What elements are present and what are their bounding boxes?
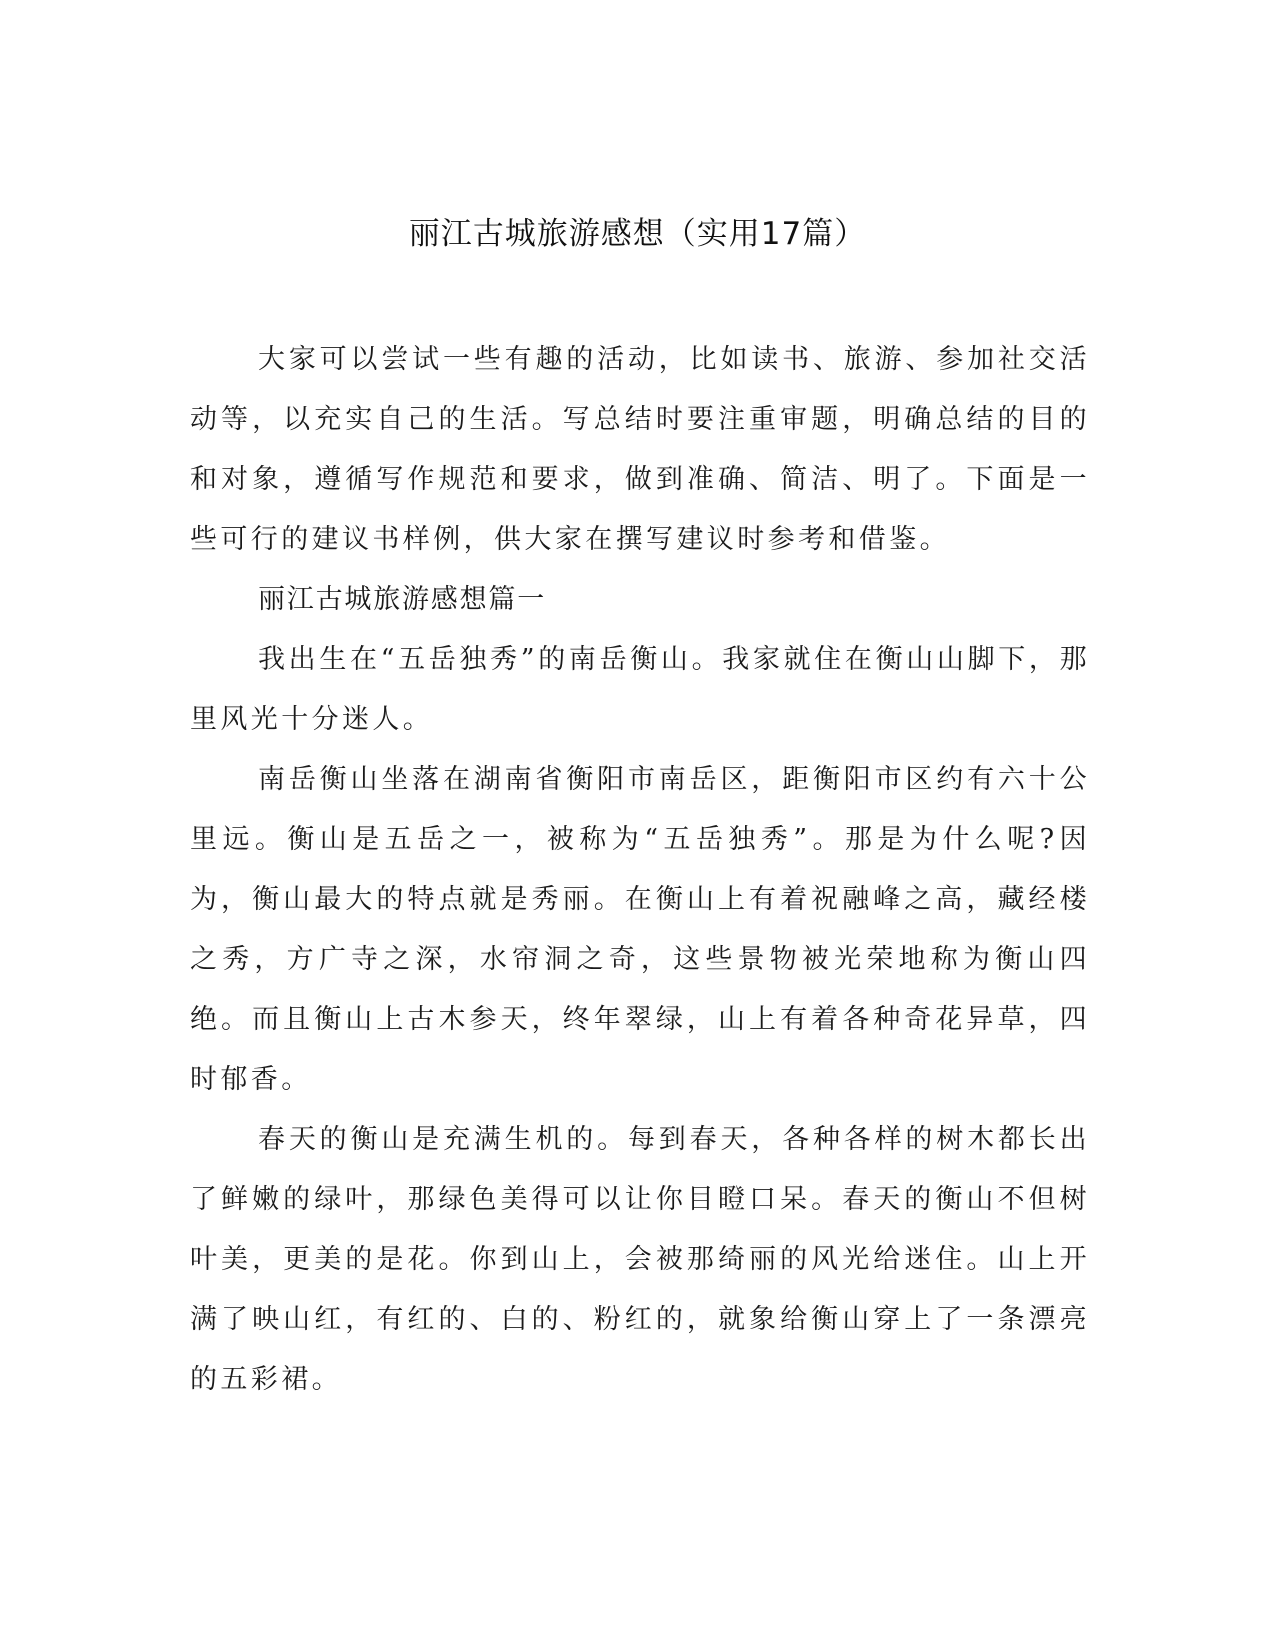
section-heading: 丽江古城旅游感想篇一 <box>258 584 546 615</box>
intro-paragraph: 大家可以尝试一些有趣的活动，比如读书、旅游、参加社交活动等，以充实自己的生活。写总结时要注重审题，明确总结的目的和对象，遵循写作规范和要求，做到准确、简洁、明了。下面是一些可行的建议书样例，供大家在撰写建议时参考和借鉴。 <box>190 344 1090 555</box>
body-paragraph: 我出生在“五岳独秀”的南岳衡山。我家就住在衡山山脚下，那里风光十分迷人。 <box>190 644 1090 735</box>
document-body <box>190 330 1090 1410</box>
document-title: 丽江古城旅游感想（实用17篇） <box>408 216 867 252</box>
body-paragraph: 春天的衡山是充满生机的。每到春天，各种各样的树木都长出了鲜嫩的绿叶，那绿色美得可以让你目瞪口呆。春天的衡山不但树叶美，更美的是花。你到山上，会被那绮丽的风光给迷住。山上开满了映山红，有红的、白的、粉红的，就象给衡山穿上了一条漂亮的五彩裙。 <box>190 1124 1090 1395</box>
body-paragraph: 南岳衡山坐落在湖南省衡阳市南岳区，距衡阳市区约有六十公里远。衡山是五岳之一，被称为“五岳独秀”。那是为什么呢?因为，衡山最大的特点就是秀丽。在衡山上有着祝融峰之高，藏经楼之秀，方广寺之深，水帘洞之奇，这些景物被光荣地称为衡山四绝。而且衡山上古木参天，终年翠绿，山上有着各种奇花异草，四时郁香。 <box>190 764 1090 1095</box>
